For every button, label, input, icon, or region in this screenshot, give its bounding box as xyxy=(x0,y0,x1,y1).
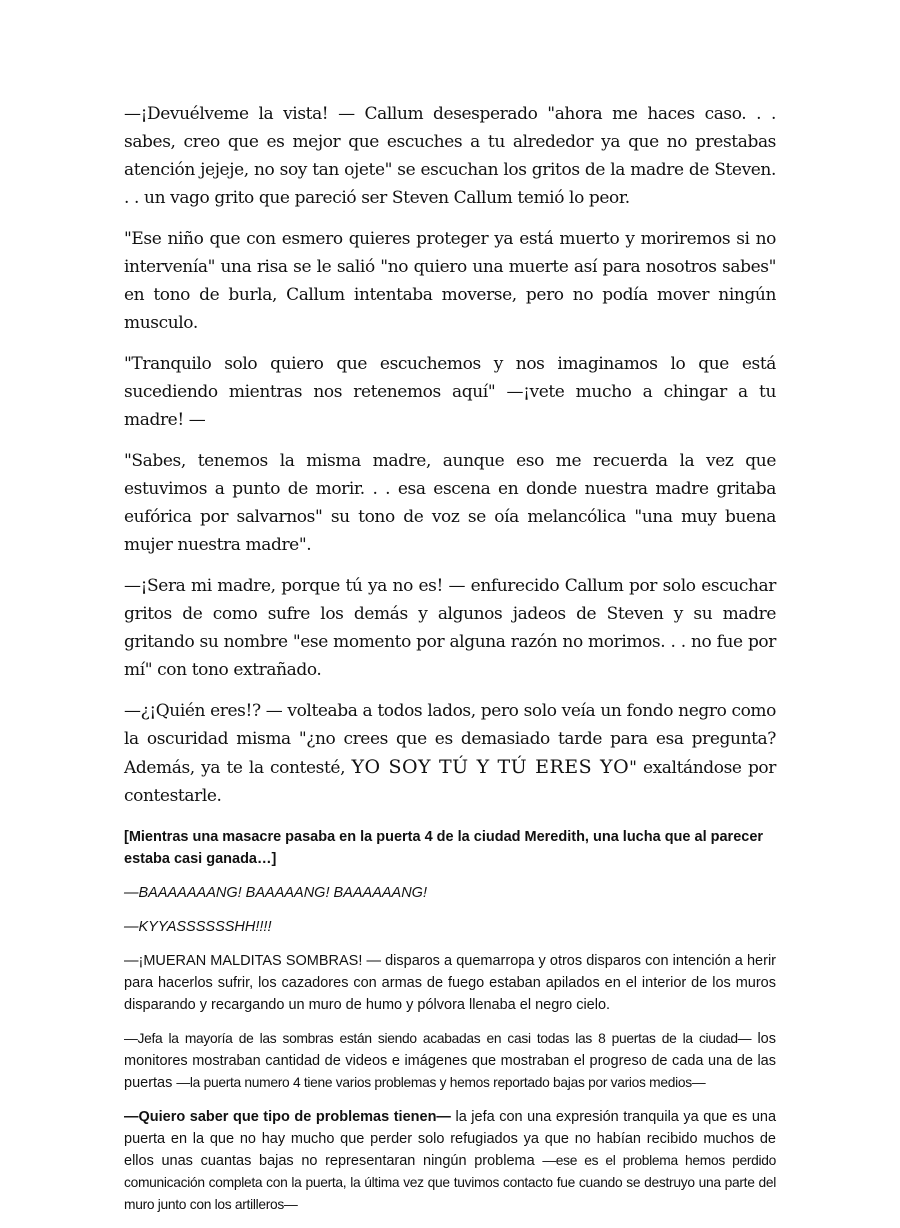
sound-effect-bang: —BAAAAAAANG! BAAAAANG! BAAAAAANG! xyxy=(124,885,427,901)
paragraph-6-lead: —¿¡Quién eres!? — volteaba a todos lados, pero solo veía un fondo negro como la oscuridad misma "¿no crees que es demasiado tarde para esa pregunta? Además, ya te la contesté, xyxy=(124,701,776,778)
paragraph-6-tail: " exaltándose por contestarle. xyxy=(124,758,776,806)
paragraph-shadows: —¡MUERAN MALDITAS SOMBRAS! — disparos a quemarropa y otros disparos con intención a herir para hacerlos sufrir, los cazadores con armas de fuego estaban apilados en el interior de los muros disparando y recargando un muro de humo y pólvora llenaba el negro cielo. xyxy=(124,953,776,1013)
paragraph-jefa xyxy=(124,1028,776,1094)
paragraph-last-reply: —ese es el problema hemos perdido comunicación completa con la puerta, la última vez que tuvimos contacto fue cuando se destruyo una parte del muro junto con los artilleros— xyxy=(124,1153,776,1212)
paragraph-3: "Tranquilo solo quiero que escuchemos y nos imaginamos lo que está sucediendo mientras nos retenemos aquí" —¡vete mucho a chingar a tu madre! — xyxy=(124,354,776,430)
paragraph-last-bold: —Quiero saber que tipo de problemas tienen— xyxy=(124,1109,456,1125)
paragraph-6-shout: YO SOY TÚ Y TÚ ERES YO xyxy=(351,756,630,778)
paragraph-1: —¡Devuélveme la vista! — Callum desesperado "ahora me haces caso. . . sabes, creo que es mejor que escuches a tu alrededor ya que no prestabas atención jejeje, no soy tan ojete" se escuchan los gritos de la madre de Steven. . . un vago grito que pareció ser Steven Callum temió lo peor. xyxy=(124,104,776,208)
paragraph-jefa-quote: —Jefa la mayoría de las sombras están siendo acabadas en casi todas las 8 puertas de la ciudad— xyxy=(124,1031,758,1046)
paragraph-last-narration: la jefa con una expresión tranquila ya que es una puerta en la que no hay mucho que perder solo refugiados ya que no habían recibido muchos de ellos unas cuantas bajas no representaran ningún problema xyxy=(124,1109,777,1169)
paragraph-jefa-narration: los monitores mostraban cantidad de videos e imágenes que mostraban el progreso de cada una de las puertas xyxy=(124,1031,776,1091)
paragraph-6 xyxy=(124,697,776,810)
paragraph-jefa-reply: —la puerta numero 4 tiene varios problemas y hemos reportado bajas por varios medios— xyxy=(176,1075,706,1090)
scene-note: [Mientras una masacre pasaba en la puerta 4 de la ciudad Meredith, una lucha que al parecer estaba casi ganada…] xyxy=(124,829,764,867)
document-body xyxy=(124,100,776,1228)
paragraph-5: —¡Sera mi madre, porque tú ya no es! — enfurecido Callum por solo escuchar gritos de como sufre los demás y algunos jadeos de Steven y su madre gritando su nombre "ese momento por alguna razón no morimos. . . no fue por mí" con tono extrañado. xyxy=(124,576,776,680)
sound-effect-scream: —KYYASSSSSSHH!!!! xyxy=(124,919,272,935)
paragraph-2: "Ese niño que con esmero quieres proteger ya está muerto y moriremos si no intervenía" una risa se le salió "no quiero una muerte así para nosotros sabes" en tono de burla, Callum intentaba moverse, pero no podía mover ningún musculo. xyxy=(124,229,776,333)
paragraph-4: "Sabes, tenemos la misma madre, aunque eso me recuerda la vez que estuvimos a punto de morir. . . esa escena en donde nuestra madre gritaba eufórica por salvarnos" su tono de voz se oía melancólica "una muy buena mujer nuestra madre". xyxy=(124,451,776,555)
